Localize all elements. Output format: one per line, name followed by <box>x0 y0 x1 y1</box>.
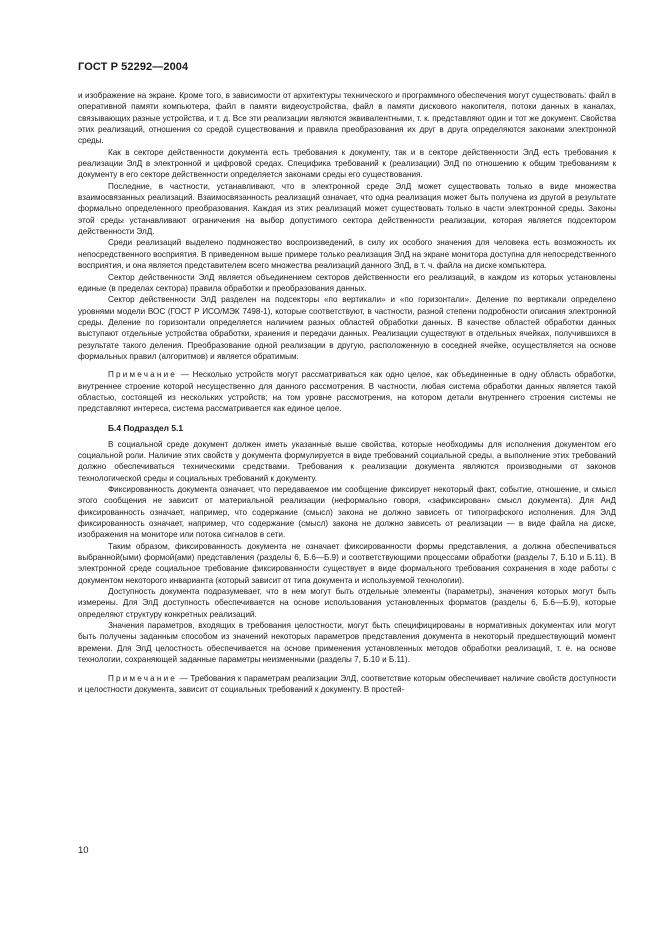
paragraph: Последние, в частности, устанавливают, что в электронной среде ЭлД может существовать только в виде множества взаимосвязанных реализаций. Взаимосвязанность реализаций означает, что одна реализация может быть получена из другой в результате формально определенного преобразования. Каждая из этих реализаций может существовать только в части электронной среды. Законы этой среды устанавливают ограничения на выбор допустимого сектора действенности реализации, которая является подсектором действенности ЭлД. <box>78 181 616 237</box>
paragraph: и изображение на экране. Кроме того, в зависимости от архитектуры технического и программного обеспечения могут существовать: файл в оперативной памяти компьютера, файл в памяти видеоустройства, файл в памяти дискового накопителя, потоки данных в каналах, связывающих разные устройства, и т. д. Все эти реализации являются эквивалентными, т. к. представляют один и тот же документ. Свойства этих реализаций, отношения со средой существования и правила преобразования их друг в друга определяются законами электронной среды. <box>78 91 616 146</box>
document-header: ГОСТ Р 52292—2004 <box>78 61 189 73</box>
paragraph: В социальной среде документ должен иметь указанные выше свойства, которые необходимы для исполнения документом его социальной роли. Наличие этих свойств у документа формулируется в виде требований социальной среды, а выполнение этих требований должно обеспечиваться техническими средствами. Требования к реализации документа являются производными от законов технологической среды и социальных требований к документу. <box>78 439 616 483</box>
document-body <box>78 90 616 695</box>
paragraph: Доступность документа подразумевает, что в нем могут быть отдельные элементы (параметры), значения которых могут быть измерены. Для ЭлД доступность обеспечивается на основе использования установленных форматов (разделы 6, Б.6—Б.9), которые определяют структуру конкретных реализаций. <box>78 587 616 619</box>
section-title: Б.4 Подраздел 5.1 <box>108 422 183 433</box>
paragraph: Таким образом, фиксированность документа не означает фиксированности формы представления, а должна обеспечиваться выбранной(ыми) формой(ами) представления (разделы 6, Б.6—Б.9) и соответствующими процессами обработки (разделы 7, Б.10 и Б.11). В электронной среде социальное требование фиксированности существует в виде формального требования сохранения в ходе работы с документом некоторого инварианта (который зависит от типа документа и используемой технологии). <box>78 541 616 585</box>
paragraph: Как в секторе действенности документа есть требования к документу, так и в секторе действенности ЭлД есть требования к реализации ЭлД в электронной и цифровой средах. Специфика требований к (реализации) ЭлД по отношению к общим требованиям к документу в его секторе действенности определяется законами среды его существования. <box>78 147 616 180</box>
paragraph: Сектор действенности ЭлД является объединением секторов действенности его реализаций, в каждом из которых установлены единые (в пределах сектора) правила обработки и преобразования данных. <box>78 272 616 293</box>
note-text: — Несколько устройств могут рассматриваться как одно целое, как объединенные в одну область обработки, внутреннее строение которой несущественно для данного рассмотрения. В частности, любая система обработки данных является такой областью, состоящей из нескольких устройств; на том уровне рассмотрения, на котором детали внутреннего строения системы не представляют интереса, система рассматривается как единое целое. <box>78 370 616 414</box>
page-number: 10 <box>78 845 89 856</box>
note-paragraph <box>78 369 616 414</box>
note-text: — Требования к параметрам реализации ЭлД, соответствие которым обеспечивает наличие свойств доступности и целостности документа, зависит от социальных требований к документу. В простей- <box>78 673 616 694</box>
paragraph: Фиксированность документа означает, что передаваемое им сообщение фиксирует некоторый факт, событие, отношение, и смысл этого сообщения не зависит от материальной реализации (неформально говоря, «зафиксирован» смысл документа). Для АнД фиксированность означает, например, что содержание (смысл) закона не должно зависеть от типографского исполнения. Для ЭлД фиксированность означает, например, что содержание (смысл) закона не должно зависеть от реализации — в виде файла на диске, изображения на мониторе или потока сигналов в сети. <box>78 485 616 540</box>
paragraph: Значения параметров, входящих в требования целостности, могут быть специфицированы в нормативных документах или могут быть получены заданным способом из значений некоторых параметров представления документа в некоторый предшествующий момент времени. Для ЭлД целостность обеспечивается на основе применения установленных методов обработки реализаций, т. е. на основе технологии, сохраняющей заданные параметры неизменными (разделы 7, Б.10 и Б.11). <box>78 621 616 665</box>
note-label: Примечание <box>108 370 178 380</box>
paragraph: Среди реализаций выделено подмножество воспроизведений, в силу их особого значения для человека есть возможность их непосредственного восприятия. В приведенном выше примере только реализация ЭлД на экране монитора доступна для непосредственного восприятия, и она является представителем всего множества реализаций данного ЭлД, в т. ч. файла на диске компьютера. <box>78 238 616 271</box>
note-paragraph <box>78 673 616 696</box>
paragraph: Сектор действенности ЭлД разделен на подсекторы «по вертикали» и «по горизонтали». Деление по вертикали определено уровнями модели ВОС (ГОСТ Р ИСО/МЭК 7498-1), которые соответствуют, в частности, разной степени подробности описания электронной среды. Деление по горизонтали определяется наличием разных областей обработки данных. В качестве областей обработки данных выступают отдельные устройства обработки, хранения и передачи данных. Реализации существуют в отдельных ячейках, получившихся в результате такого деления. Преобразование одной реализации в другую, расположенную в соседней ячейке, осуществляется на основе формальных правил (алгоритмов) и является обратимым. <box>78 295 616 361</box>
note-label: Примечание <box>108 673 178 683</box>
